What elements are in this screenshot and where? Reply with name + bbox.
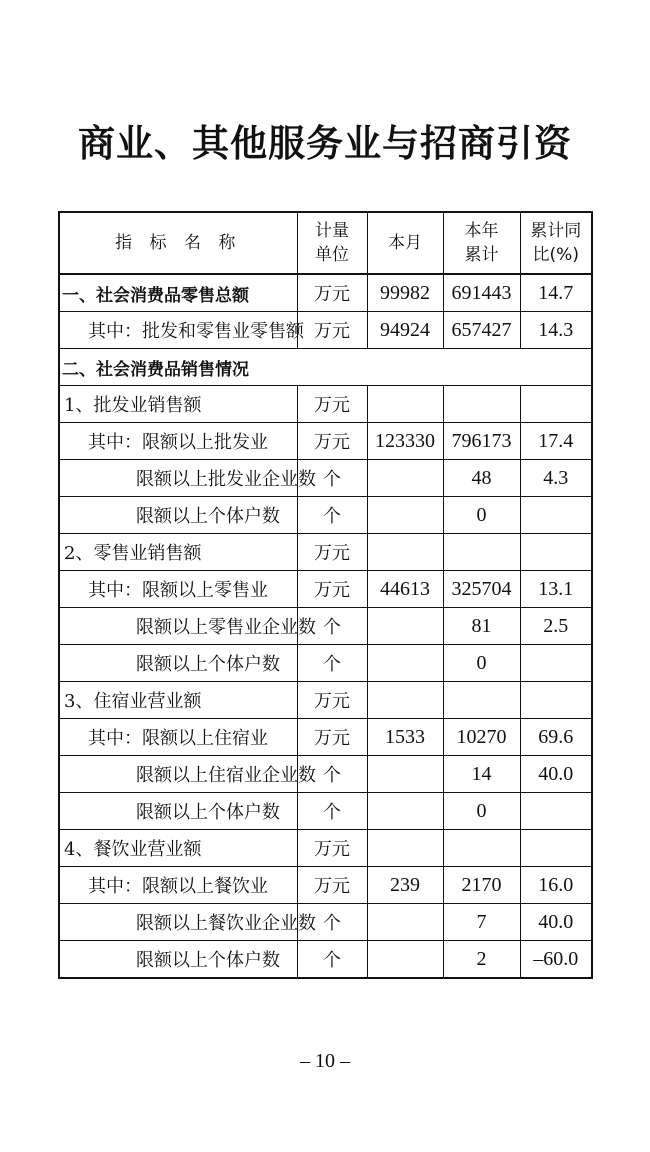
table-row [59, 793, 592, 830]
row-ytd: 2170 [443, 867, 520, 904]
row-name: 3、住宿业营业额 [59, 682, 297, 719]
row-ytd: 657427 [443, 312, 520, 349]
header-current-month: 本月 [367, 212, 443, 274]
row-unit: 个 [297, 793, 367, 830]
header-yoy-change [520, 212, 592, 274]
table-row [59, 756, 592, 793]
row-unit: 万元 [297, 830, 367, 867]
row-month: 123330 [367, 423, 443, 460]
row-yoy [520, 534, 592, 571]
row-ytd: 691443 [443, 274, 520, 312]
table-row [59, 941, 592, 979]
row-name: 其中：批发和零售业零售额 [59, 312, 297, 349]
table-row [59, 867, 592, 904]
row-unit: 万元 [297, 312, 367, 349]
row-yoy [520, 830, 592, 867]
row-name: 限额以上个体户数 [59, 793, 297, 830]
table-row [59, 645, 592, 682]
row-yoy: 2.5 [520, 608, 592, 645]
row-month: 94924 [367, 312, 443, 349]
row-unit: 个 [297, 645, 367, 682]
row-yoy [520, 793, 592, 830]
table-row [59, 386, 592, 423]
row-unit: 万元 [297, 386, 367, 423]
row-ytd: 48 [443, 460, 520, 497]
page-title: 商业、其他服务业与招商引资 [78, 122, 572, 165]
row-ytd: 0 [443, 793, 520, 830]
row-name: 限额以上批发业企业数 [59, 460, 297, 497]
row-ytd: 7 [443, 904, 520, 941]
row-unit: 万元 [297, 274, 367, 312]
row-month: 99982 [367, 274, 443, 312]
table-row [59, 719, 592, 756]
row-yoy: 40.0 [520, 904, 592, 941]
row-ytd: 14 [443, 756, 520, 793]
row-name: 限额以上餐饮业企业数 [59, 904, 297, 941]
table-header [59, 212, 592, 274]
row-unit: 个 [297, 756, 367, 793]
table-row [59, 904, 592, 941]
row-unit: 个 [297, 608, 367, 645]
header-unit-line1: 计量 [315, 221, 349, 241]
row-ytd: 325704 [443, 571, 520, 608]
row-unit: 万元 [297, 534, 367, 571]
row-unit: 个 [297, 941, 367, 979]
row-month [367, 608, 443, 645]
row-unit: 万元 [297, 867, 367, 904]
header-ytd-line1: 本年 [464, 221, 499, 241]
row-unit: 万元 [297, 719, 367, 756]
table-row [59, 534, 592, 571]
header-yoy-line2: 比(%) [532, 245, 579, 265]
row-yoy: 14.3 [520, 312, 592, 349]
header-unit-line2: 单位 [315, 245, 349, 265]
row-month [367, 534, 443, 571]
row-yoy: 13.1 [520, 571, 592, 608]
table-row [59, 460, 592, 497]
row-ytd: 796173 [443, 423, 520, 460]
row-name: 2、零售业销售额 [59, 534, 297, 571]
header-year-to-date [443, 212, 520, 274]
header-unit [297, 212, 367, 274]
header-indicator-name: 指 标 名 称 [59, 212, 297, 274]
row-month: 1533 [367, 719, 443, 756]
row-month [367, 793, 443, 830]
table-row [59, 608, 592, 645]
row-ytd: 0 [443, 645, 520, 682]
row-ytd: 2 [443, 941, 520, 979]
table-row [59, 497, 592, 534]
row-yoy: 4.3 [520, 460, 592, 497]
table-row [59, 423, 592, 460]
row-yoy: 40.0 [520, 756, 592, 793]
row-name: 其中：限额以上餐饮业 [59, 867, 297, 904]
header-ytd-line2: 累计 [464, 245, 499, 265]
row-name: 一、社会消费品零售总额 [59, 274, 297, 312]
row-month [367, 682, 443, 719]
row-yoy: 17.4 [520, 423, 592, 460]
row-ytd: 10270 [443, 719, 520, 756]
row-ytd [443, 534, 520, 571]
row-unit: 万元 [297, 571, 367, 608]
row-ytd: 81 [443, 608, 520, 645]
row-name: 限额以上零售业企业数 [59, 608, 297, 645]
row-unit: 个 [297, 904, 367, 941]
row-month [367, 756, 443, 793]
header-row [59, 212, 592, 274]
table-row [59, 571, 592, 608]
table-row [59, 349, 592, 386]
row-name: 4、餐饮业营业额 [59, 830, 297, 867]
row-name: 限额以上个体户数 [59, 497, 297, 534]
page-number: – 10 – [300, 1050, 350, 1072]
row-month [367, 460, 443, 497]
row-section-name: 二、社会消费品销售情况 [59, 349, 592, 386]
row-yoy: –60.0 [520, 941, 592, 979]
row-name: 1、批发业销售额 [59, 386, 297, 423]
row-yoy [520, 682, 592, 719]
row-name: 限额以上个体户数 [59, 645, 297, 682]
row-yoy: 16.0 [520, 867, 592, 904]
row-month [367, 386, 443, 423]
statistics-table [58, 211, 593, 979]
row-yoy: 14.7 [520, 274, 592, 312]
table-row [59, 312, 592, 349]
row-month [367, 497, 443, 534]
row-ytd [443, 682, 520, 719]
row-ytd [443, 386, 520, 423]
row-ytd: 0 [443, 497, 520, 534]
row-yoy [520, 386, 592, 423]
row-name: 其中：限额以上住宿业 [59, 719, 297, 756]
row-yoy: 69.6 [520, 719, 592, 756]
row-month [367, 645, 443, 682]
row-name: 其中：限额以上批发业 [59, 423, 297, 460]
row-name: 限额以上个体户数 [59, 941, 297, 979]
row-month: 239 [367, 867, 443, 904]
row-month: 44613 [367, 571, 443, 608]
header-yoy-line1: 累计同 [530, 221, 582, 241]
row-month [367, 904, 443, 941]
row-unit: 万元 [297, 682, 367, 719]
table-body [59, 274, 592, 978]
row-unit: 个 [297, 460, 367, 497]
row-month [367, 941, 443, 979]
table-row [59, 830, 592, 867]
row-unit: 个 [297, 497, 367, 534]
row-month [367, 830, 443, 867]
row-yoy [520, 497, 592, 534]
table-row [59, 682, 592, 719]
row-name: 限额以上住宿业企业数 [59, 756, 297, 793]
row-ytd [443, 830, 520, 867]
table-row [59, 274, 592, 312]
row-yoy [520, 645, 592, 682]
row-unit: 万元 [297, 423, 367, 460]
row-name: 其中：限额以上零售业 [59, 571, 297, 608]
